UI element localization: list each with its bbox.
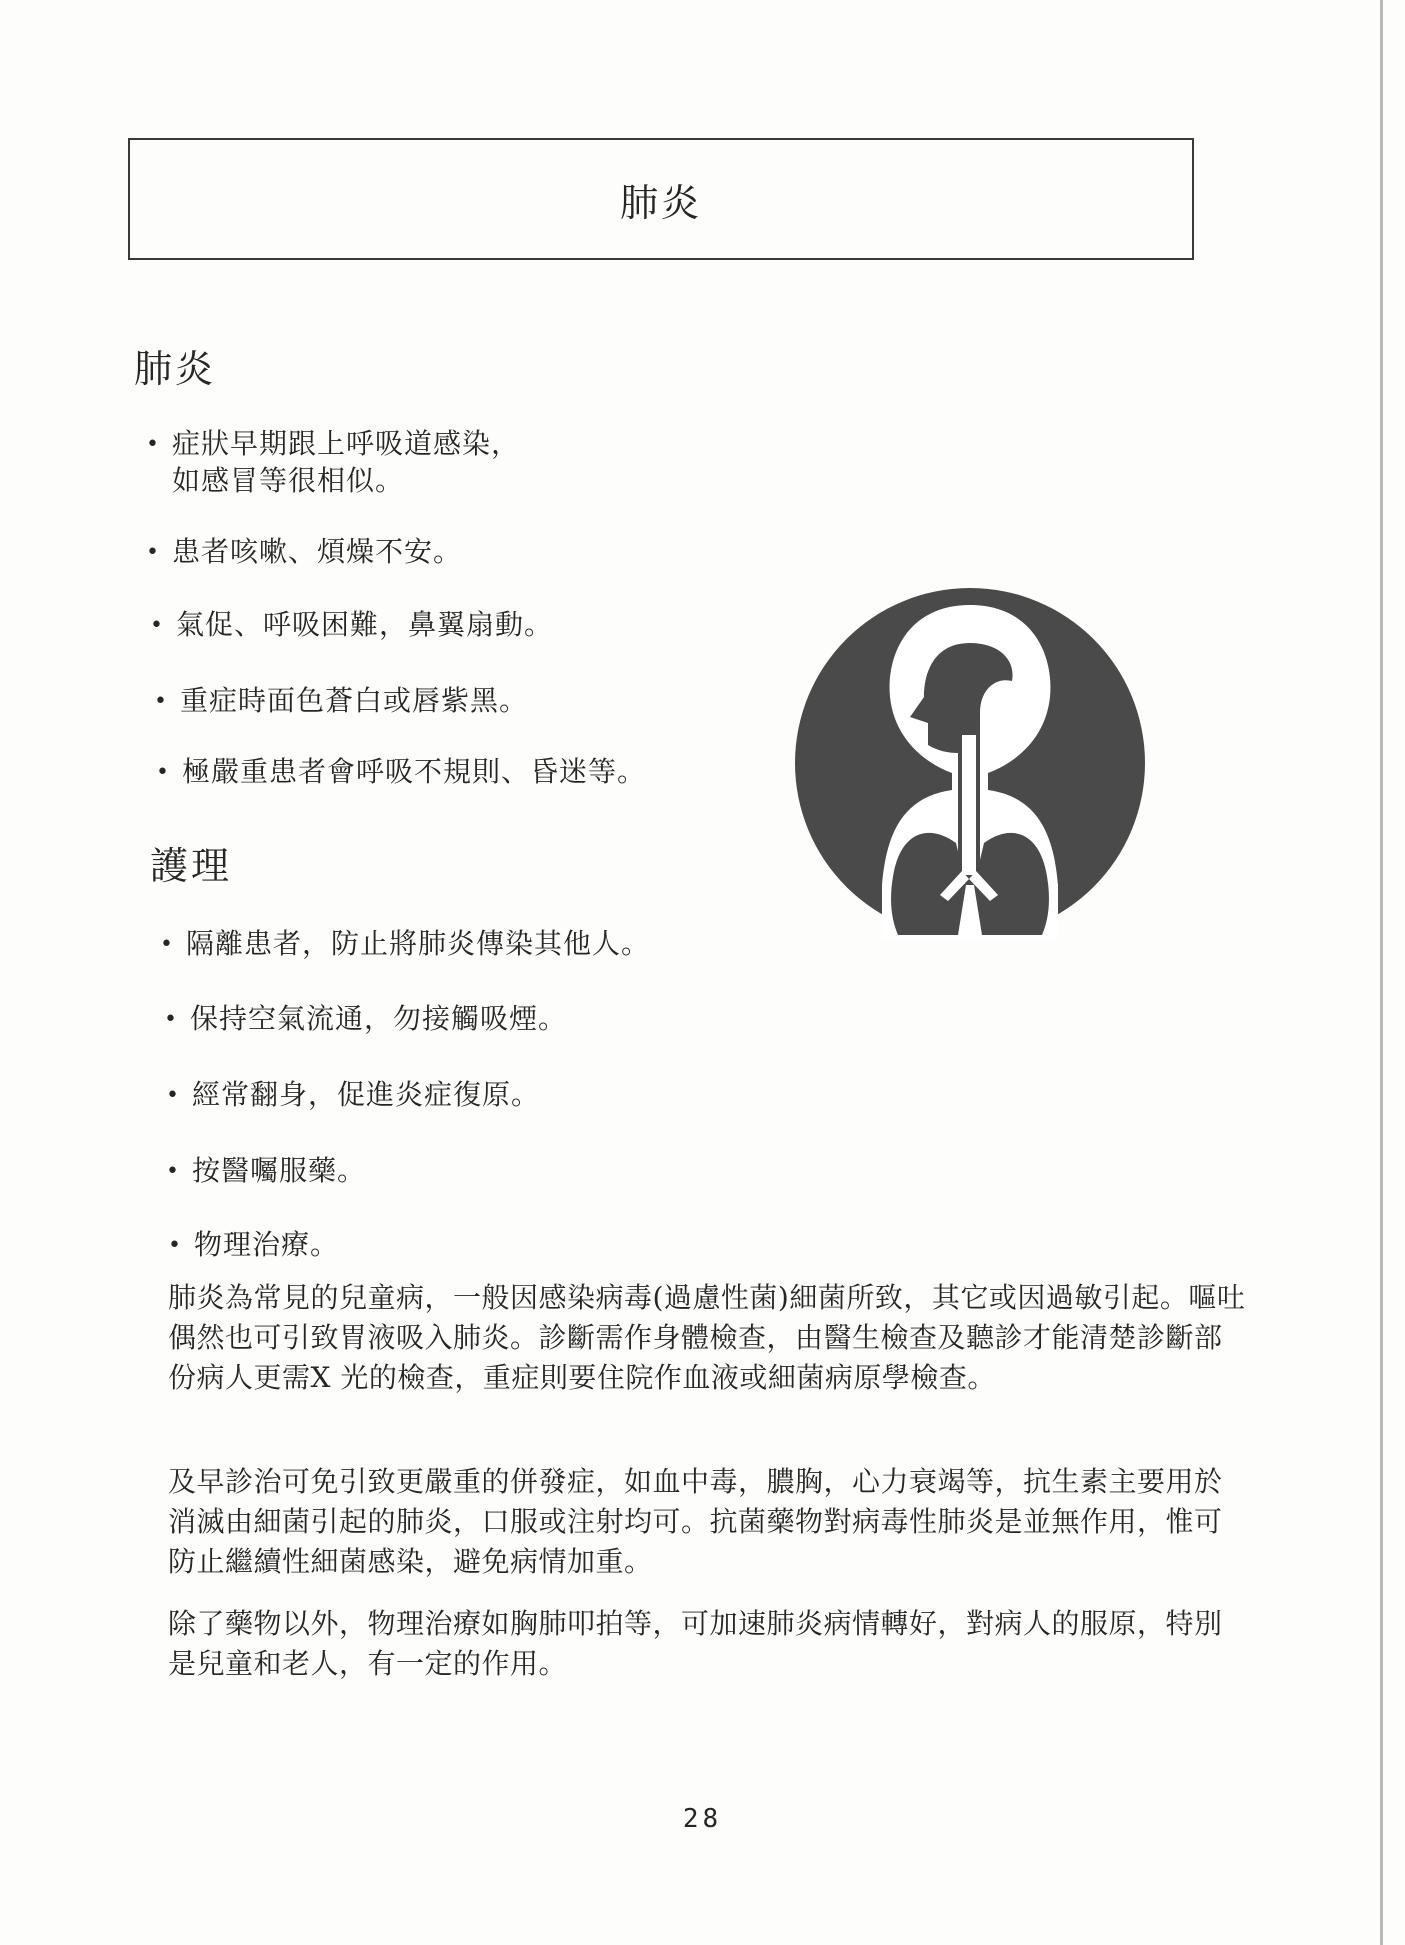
lungs-icon (790, 585, 1150, 940)
bullet-dot: • (156, 760, 170, 785)
bullet-item (146, 425, 520, 464)
paragraph-text: 及早診治可免引致更嚴重的併發症，如血中毒，膿胸，心力衰竭等，抗生素主要用於消滅由細菌引起的肺炎，口服或注射均可。抗菌藥物對病毒性肺炎是並無作用，惟可防止繼續性細菌感染，避免病情加重。 (168, 1465, 1223, 1578)
page-number: 28 (682, 1804, 723, 1834)
bullet-text: 重症時面色蒼白或唇紫黑。 (180, 684, 529, 717)
page-edge (1380, 0, 1383, 1945)
bullet-text: 經常翻身，促進炎症復原。 (192, 1078, 541, 1111)
bullet-dot: • (146, 432, 160, 457)
bullet-item (146, 533, 462, 572)
bullet-item (166, 1076, 540, 1115)
bullet-text: 按醫囑服藥。 (192, 1154, 367, 1187)
bullet-continuation: 如感冒等很相似。 (172, 464, 405, 497)
bullet-dot: • (166, 1159, 180, 1184)
title-box (128, 138, 1194, 260)
bullet-item (168, 1226, 339, 1265)
bullet-item (164, 1000, 567, 1039)
bullet-dot: • (166, 1083, 180, 1108)
bullet-text: 隔離患者，防止將肺炎傳染其他人。 (186, 927, 651, 960)
bullet-item (166, 1152, 366, 1191)
bullet-dot: • (168, 1233, 182, 1258)
bullet-dot: • (150, 613, 164, 638)
body-paragraph (168, 1604, 1248, 1684)
bullet-item (150, 606, 553, 645)
page-title: 肺炎 (619, 180, 702, 225)
bullet-item (156, 753, 646, 792)
section-heading-pneumonia: 肺炎 (134, 347, 217, 391)
bullet-text: 患者咳嗽、煩燥不安。 (172, 535, 463, 568)
bullet-item (154, 682, 528, 721)
body-paragraph (168, 1462, 1248, 1582)
bullet-dot: • (164, 1007, 178, 1032)
body-paragraph (168, 1278, 1248, 1398)
paragraph-text: 肺炎為常見的兒童病，一般因感染病毒(過慮性菌)細菌所致，其它或因過敏引起。嘔吐偶然也可引致胃液吸入肺炎。診斷需作身體檢查，由醫生檢查及聽診才能清楚診斷部份病人更需X 光的檢查，重症則要住院作血液或細菌病原學檢查。 (168, 1281, 1246, 1394)
bullet-text: 極嚴重患者會呼吸不規則、昏迷等。 (182, 755, 647, 788)
bullet-text: 症狀早期跟上呼吸道感染， (172, 427, 521, 460)
bullet-text: 保持空氣流通，勿接觸吸煙。 (190, 1002, 568, 1035)
bullet-item (160, 925, 650, 964)
bullet-dot: • (146, 540, 160, 565)
bullet-dot: • (154, 689, 168, 714)
bullet-dot: • (160, 932, 174, 957)
section-heading-care: 護理 (150, 844, 233, 888)
bullet-text: 物理治療。 (194, 1228, 340, 1261)
bullet-text: 氣促、呼吸困難，鼻翼扇動。 (176, 608, 554, 641)
paragraph-text: 除了藥物以外，物理治療如胸肺叩拍等，可加速肺炎病情轉好，對病人的服原，特別是兒童和老人，有一定的作用。 (168, 1607, 1223, 1680)
